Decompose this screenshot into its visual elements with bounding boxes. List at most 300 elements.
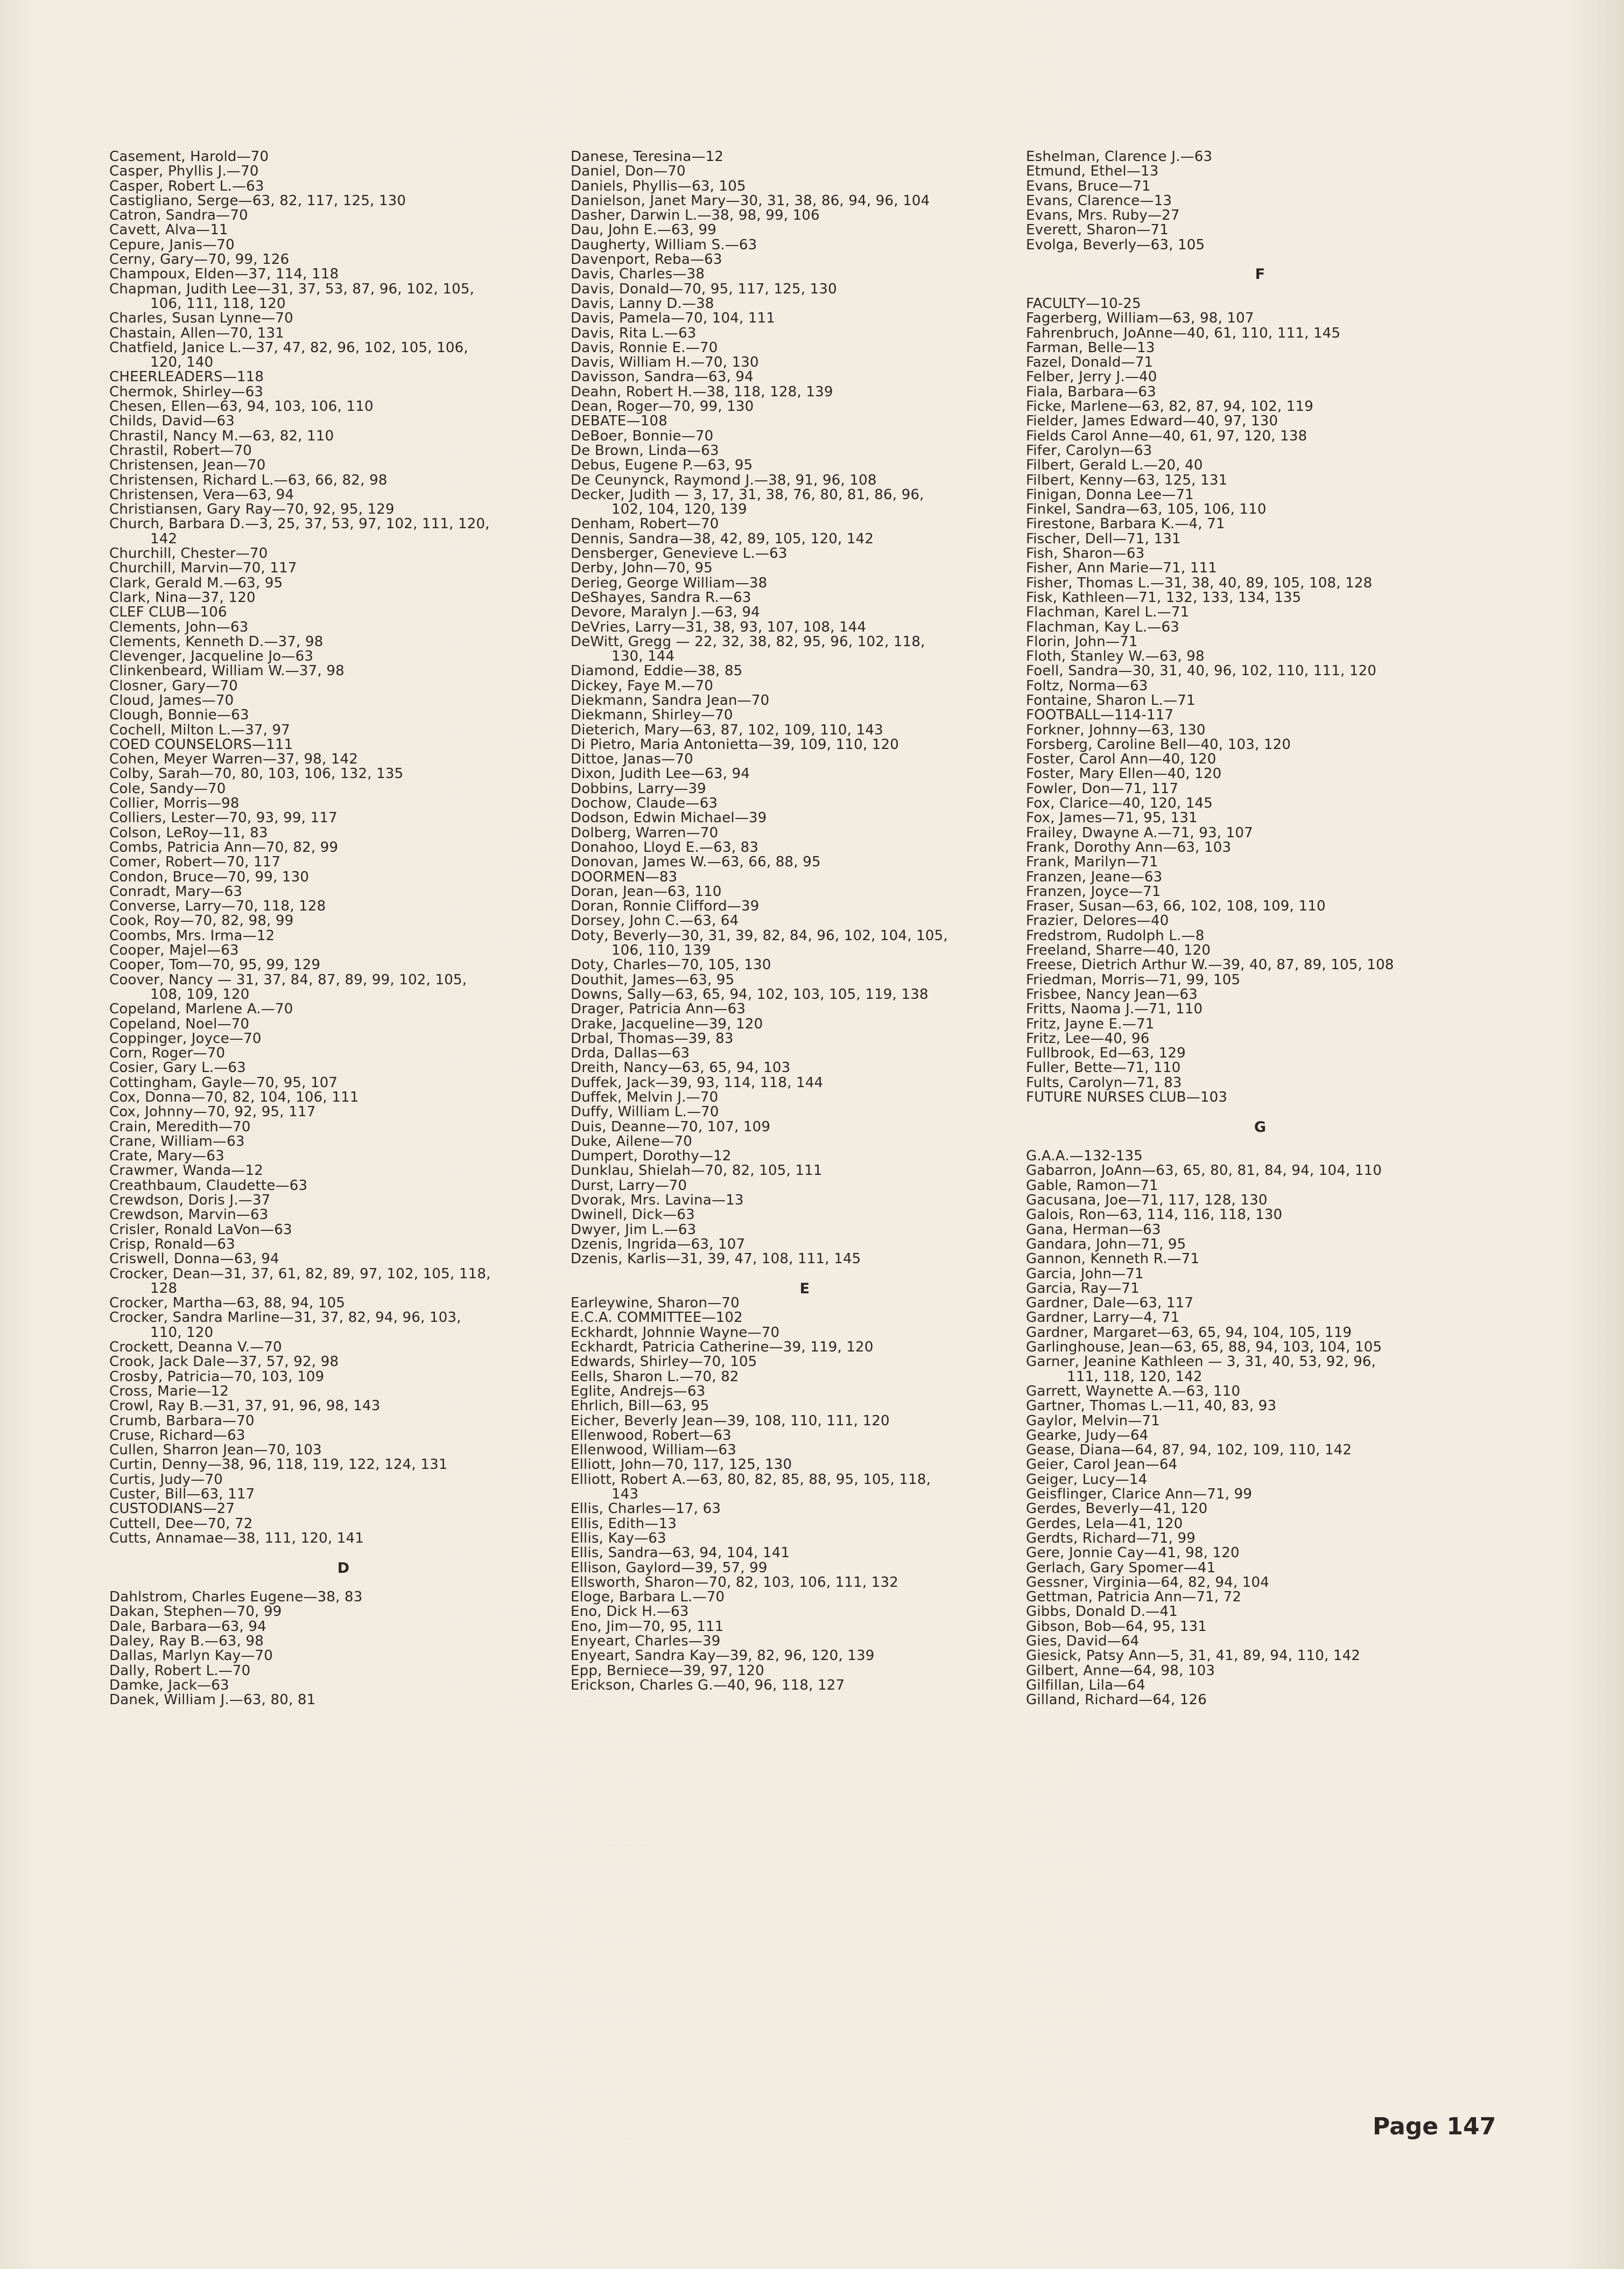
index-entry: Davis, Charles—38	[571, 266, 705, 283]
index-entry: Evans, Clarence—13	[1026, 192, 1172, 209]
index-entry: Duis, Deanne—70, 107, 109	[571, 1118, 771, 1135]
index-entry: Danese, Teresina—12	[571, 149, 724, 165]
index-entry-continuation: 128	[150, 1280, 178, 1297]
index-entry: Christensen, Richard L.—63, 66, 82, 98	[109, 472, 388, 488]
index-entry: Erickson, Charles G.—40, 96, 118, 127	[571, 1677, 845, 1693]
index-entry: Elliott, John—70, 117, 125, 130	[571, 1456, 792, 1473]
index-entry: Eno, Jim—70, 95, 111	[571, 1618, 724, 1635]
index-entry: Closner, Gary—70	[109, 677, 238, 694]
index-entry: Cole, Sandy—70	[109, 780, 226, 797]
index-entry: Dolberg, Warren—70	[571, 824, 719, 841]
index-entry: Davis, Rita L.—63	[571, 325, 697, 341]
section-letter: D	[337, 1559, 350, 1577]
index-entry: Dean, Roger—70, 99, 130	[571, 398, 754, 415]
index-entry: Drbal, Thomas—39, 83	[571, 1030, 734, 1047]
index-entry: Dodson, Edwin Michael—39	[571, 810, 767, 827]
index-entry: Geier, Carol Jean—64	[1026, 1456, 1178, 1473]
index-entry: Crocker, Martha—63, 88, 94, 105	[109, 1295, 346, 1312]
index-entry: Foltz, Norma—63	[1026, 677, 1148, 694]
index-entry: Flachman, Kay L.—63	[1026, 619, 1179, 635]
index-entry: Gannon, Kenneth R.—71	[1026, 1251, 1200, 1267]
index-entry: Davis, Pamela—70, 104, 111	[571, 310, 776, 327]
index-entry: Dumpert, Dorothy—12	[571, 1148, 732, 1165]
index-entry: Durst, Larry—70	[571, 1177, 687, 1194]
index-entry: Champoux, Elden—37, 114, 118	[109, 266, 339, 283]
index-entry: Debus, Eugene P.—63, 95	[571, 457, 753, 474]
index-entry: Chapman, Judith Lee—31, 37, 53, 87, 96, 102, 105,	[109, 281, 475, 297]
index-entry-continuation: 142	[150, 530, 178, 547]
index-entry: Gardner, Dale—63, 117	[1026, 1295, 1194, 1312]
index-entry: DOORMEN—83	[571, 869, 678, 885]
index-entry: Ficke, Marlene—63, 82, 87, 94, 102, 119	[1026, 398, 1314, 415]
index-entry: Giesick, Patsy Ann—5, 31, 41, 89, 94, 110, 142	[1026, 1648, 1361, 1664]
index-entry: Curtis, Judy—70	[109, 1471, 223, 1488]
index-entry: Gibson, Bob—64, 95, 131	[1026, 1618, 1207, 1635]
index-entry-continuation: 106, 111, 118, 120	[150, 295, 286, 312]
index-entry: DeBoer, Bonnie—70	[571, 428, 714, 444]
index-entry: Gable, Ramon—71	[1026, 1177, 1158, 1194]
index-entry: Finigan, Donna Lee—71	[1026, 486, 1194, 503]
section-letter: E	[799, 1280, 810, 1297]
index-entry: Dahlstrom, Charles Eugene—38, 83	[109, 1589, 363, 1606]
index-entry: Douthit, James—63, 95	[571, 971, 735, 988]
index-entry: Duffy, William L.—70	[571, 1104, 719, 1121]
index-entry: Cerny, Gary—70, 99, 126	[109, 251, 290, 268]
index-entry: Corn, Roger—70	[109, 1045, 226, 1062]
index-entry: Cruse, Richard—63	[109, 1427, 245, 1444]
index-entry: Gardner, Margaret—63, 65, 94, 104, 105, 119	[1026, 1324, 1352, 1341]
index-entry: DeVries, Larry—31, 38, 93, 107, 108, 144	[571, 619, 867, 635]
index-entry: Filbert, Gerald L.—20, 40	[1026, 457, 1203, 474]
index-entry: Geisflinger, Clarice Ann—71, 99	[1026, 1486, 1253, 1503]
index-entry: Filbert, Kenny—63, 125, 131	[1026, 472, 1228, 488]
index-column-2	[571, 150, 1039, 1693]
index-entry: Diamond, Eddie—38, 85	[571, 663, 743, 680]
index-entry: Epp, Berniece—39, 97, 120	[571, 1662, 764, 1679]
index-entry: Dakan, Stephen—70, 99	[109, 1603, 282, 1620]
index-entry: Floth, Stanley W.—63, 98	[1026, 648, 1205, 665]
index-entry: DeShayes, Sandra R.—63	[571, 589, 751, 606]
index-entry: Coppinger, Joyce—70	[109, 1030, 262, 1047]
index-entry: Frank, Dorothy Ann—63, 103	[1026, 839, 1232, 856]
index-entry: Flachman, Karel L.—71	[1026, 604, 1190, 621]
index-entry: Dau, John E.—63, 99	[571, 222, 716, 239]
index-entry: Galois, Ron—63, 114, 116, 118, 130	[1026, 1207, 1283, 1223]
index-entry: Diekmann, Shirley—70	[571, 707, 733, 724]
index-entry: Fritz, Lee—40, 96	[1026, 1030, 1150, 1047]
index-entry: Davisson, Sandra—63, 94	[571, 369, 754, 386]
index-entry: Davenport, Reba—63	[571, 251, 722, 268]
index-entry: Chrastil, Nancy M.—63, 82, 110	[109, 428, 334, 444]
index-entry: Fields Carol Anne—40, 61, 97, 120, 138	[1026, 428, 1307, 444]
index-entry: De Brown, Linda—63	[571, 442, 719, 459]
index-entry: Crook, Jack Dale—37, 57, 92, 98	[109, 1354, 339, 1370]
index-entry: Dwyer, Jim L.—63	[571, 1221, 697, 1238]
index-entry: Chesen, Ellen—63, 94, 103, 106, 110	[109, 398, 374, 415]
index-entry: Fisher, Thomas L.—31, 38, 40, 89, 105, 108, 128	[1026, 575, 1373, 591]
index-entry: Dzenis, Ingrida—63, 107	[571, 1236, 746, 1252]
index-entry: Gerdes, Beverly—41, 120	[1026, 1501, 1208, 1517]
index-entry: Fisher, Ann Marie—71, 111	[1026, 560, 1218, 577]
index-entry: Fazel, Donald—71	[1026, 354, 1154, 371]
index-entry: Forkner, Johnny—63, 130	[1026, 722, 1206, 738]
index-entry: Elliott, Robert A.—63, 80, 82, 85, 88, 95, 105, 118,	[571, 1471, 931, 1488]
index-entry: FOOTBALL—114-117	[1026, 707, 1174, 724]
index-entry: Duke, Ailene—70	[571, 1133, 692, 1150]
index-entry: Frailey, Dwayne A.—71, 93, 107	[1026, 824, 1253, 841]
index-entry: Cox, Johnny—70, 92, 95, 117	[109, 1104, 316, 1121]
index-entry: Clinkenbeard, William W.—37, 98	[109, 663, 345, 680]
index-entry: Doran, Jean—63, 110	[571, 883, 722, 900]
index-entry: Forsberg, Caroline Bell—40, 103, 120	[1026, 736, 1291, 753]
index-entry: Daniels, Phyllis—63, 105	[571, 178, 746, 194]
index-entry: Eckhardt, Patricia Catherine—39, 119, 120	[571, 1339, 874, 1356]
index-entry: Cavett, Alva—11	[109, 222, 228, 239]
index-entry: Ellis, Edith—13	[571, 1515, 677, 1532]
index-entry: Christensen, Vera—63, 94	[109, 486, 294, 503]
index-entry: Gardner, Larry—4, 71	[1026, 1309, 1180, 1326]
index-entry: Enyeart, Charles—39	[571, 1633, 721, 1649]
index-entry: Gettman, Patricia Ann—71, 72	[1026, 1589, 1242, 1606]
index-entry: Fuller, Bette—71, 110	[1026, 1060, 1181, 1076]
index-entry: Crawmer, Wanda—12	[109, 1162, 263, 1179]
index-entry: Dittoe, Janas—70	[571, 751, 693, 768]
index-entry: Densberger, Genevieve L.—63	[571, 545, 788, 562]
index-entry: Gana, Herman—63	[1026, 1221, 1161, 1238]
index-entry: Franzen, Jeane—63	[1026, 869, 1163, 885]
index-entry: Davis, Ronnie E.—70	[571, 339, 718, 356]
index-entry: Earleywine, Sharon—70	[571, 1295, 740, 1312]
index-entry: Gandara, John—71, 95	[1026, 1236, 1186, 1252]
index-entry: Churchill, Chester—70	[109, 545, 268, 562]
index-entry: Curtin, Denny—38, 96, 118, 119, 122, 124, 131	[109, 1456, 448, 1473]
index-entry: Evans, Bruce—71	[1026, 178, 1151, 194]
index-entry: Gaylor, Melvin—71	[1026, 1412, 1161, 1429]
index-entry: Gerlach, Gary Spomer—41	[1026, 1559, 1216, 1576]
index-entry: Fiala, Barbara—63	[1026, 383, 1156, 400]
index-entry: Charles, Susan Lynne—70	[109, 310, 293, 327]
index-entry: Davis, Lanny D.—38	[571, 295, 714, 312]
index-entry: Garrett, Waynette A.—63, 110	[1026, 1383, 1241, 1399]
index-entry: De Ceunynck, Raymond J.—38, 91, 96, 108	[571, 472, 877, 488]
index-entry: Gilbert, Anne—64, 98, 103	[1026, 1662, 1215, 1679]
index-entry: Freese, Dietrich Arthur W.—39, 40, 87, 89, 105, 108	[1026, 957, 1394, 974]
index-entry: Churchill, Marvin—70, 117	[109, 560, 297, 577]
index-entry: CHEERLEADERS—118	[109, 369, 264, 386]
index-entry: Fahrenbruch, JoAnne—40, 61, 110, 111, 145	[1026, 325, 1341, 341]
index-entry: Gacusana, Joe—71, 117, 128, 130	[1026, 1192, 1268, 1209]
index-entry: Daley, Ray B.—63, 98	[109, 1633, 264, 1649]
index-entry: FUTURE NURSES CLUB—103	[1026, 1089, 1228, 1105]
index-entry: Crocker, Dean—31, 37, 61, 82, 89, 97, 102, 105, 118,	[109, 1265, 491, 1282]
index-entry: Edwards, Shirley—70, 105	[571, 1354, 757, 1370]
index-entry: Finkel, Sandra—63, 105, 106, 110	[1026, 501, 1267, 518]
index-entry: Gessner, Virginia—64, 82, 94, 104	[1026, 1574, 1270, 1591]
index-entry: Crisp, Ronald—63	[109, 1236, 235, 1252]
index-entry: Dzenis, Karlis—31, 39, 47, 108, 111, 145	[571, 1251, 861, 1267]
index-entry: Dunklau, Shielah—70, 82, 105, 111	[571, 1162, 822, 1179]
index-entry: Clements, Kenneth D.—37, 98	[109, 633, 324, 650]
index-entry: Fraser, Susan—63, 66, 102, 108, 109, 110	[1026, 898, 1326, 915]
index-entry: Fredstrom, Rudolph L.—8	[1026, 927, 1205, 944]
index-entry: Foster, Mary Ellen—40, 120	[1026, 766, 1222, 782]
index-entry: Drake, Jacqueline—39, 120	[571, 1016, 763, 1032]
index-entry: Devore, Maralyn J.—63, 94	[571, 604, 760, 621]
index-entry: Cooper, Majel—63	[109, 942, 239, 959]
index-entry: Cuttell, Dee—70, 72	[109, 1515, 253, 1532]
index-entry: Felber, Jerry J.—40	[1026, 369, 1157, 386]
index-entry: Colson, LeRoy—11, 83	[109, 824, 268, 841]
index-entry: Dvorak, Mrs. Lavina—13	[571, 1192, 744, 1209]
index-entry-continuation: 111, 118, 120, 142	[1067, 1368, 1203, 1385]
index-entry: Cohen, Meyer Warren—37, 98, 142	[109, 751, 358, 768]
index-entry: Gere, Jonnie Cay—41, 98, 120	[1026, 1545, 1240, 1561]
index-entry: Dally, Robert L.—70	[109, 1662, 251, 1679]
index-entry: Condon, Bruce—70, 99, 130	[109, 869, 310, 885]
index-entry: Colliers, Lester—70, 93, 99, 117	[109, 810, 338, 827]
index-entry: Denham, Robert—70	[571, 516, 719, 533]
spacer	[1026, 253, 1494, 267]
index-entry: Custer, Bill—63, 117	[109, 1486, 255, 1503]
index-entry: Gartner, Thomas L.—11, 40, 83, 93	[1026, 1398, 1277, 1414]
index-entry-continuation: 143	[611, 1486, 639, 1503]
index-entry: Fagerberg, William—63, 98, 107	[1026, 310, 1254, 327]
index-entry: Davis, Donald—70, 95, 117, 125, 130	[571, 281, 837, 297]
index-entry: Dorsey, John C.—63, 64	[571, 913, 739, 929]
index-entry: Fritts, Naoma J.—71, 110	[1026, 1001, 1203, 1018]
index-entry: Ellison, Gaylord—39, 57, 99	[571, 1559, 768, 1576]
index-entry: Etmund, Ethel—13	[1026, 163, 1159, 180]
index-entry: Clark, Gerald M.—63, 95	[109, 575, 283, 591]
index-entry: Crane, William—63	[109, 1133, 245, 1150]
index-entry: Frank, Marilyn—71	[1026, 854, 1158, 871]
index-entry: Eckhardt, Johnnie Wayne—70	[571, 1324, 780, 1341]
index-entry: Fults, Carolyn—71, 83	[1026, 1074, 1182, 1091]
index-entry: Ellenwood, William—63	[571, 1442, 737, 1459]
index-entry: Daniel, Don—70	[571, 163, 686, 180]
index-entry: Doty, Charles—70, 105, 130	[571, 957, 771, 974]
index-entry: Ellsworth, Sharon—70, 82, 103, 106, 111, 132	[571, 1574, 899, 1591]
index-entry: Christiansen, Gary Ray—70, 92, 95, 129	[109, 501, 395, 518]
index-entry-continuation: 106, 110, 139	[611, 942, 711, 959]
index-entry: Colby, Sarah—70, 80, 103, 106, 132, 135	[109, 766, 404, 782]
index-entry: Eglite, Andrejs—63	[571, 1383, 706, 1399]
index-entry: Dasher, Darwin L.—38, 98, 99, 106	[571, 207, 820, 224]
index-entry: Dieterich, Mary—63, 87, 102, 109, 110, 143	[571, 722, 883, 738]
index-entry: Gerdts, Richard—71, 99	[1026, 1530, 1196, 1546]
index-entry: Derby, John—70, 95	[571, 560, 713, 577]
index-entry: Doty, Beverly—30, 31, 39, 82, 84, 96, 102, 104, 105,	[571, 927, 948, 944]
index-entry: Crocker, Sandra Marline—31, 37, 82, 94, 96, 103,	[109, 1309, 461, 1326]
spacer	[1026, 282, 1494, 297]
index-entry: Dale, Barbara—63, 94	[109, 1618, 266, 1635]
index-entry: Decker, Judith — 3, 17, 31, 38, 76, 80, 81, 86, 96,	[571, 486, 924, 503]
index-entry: Ellis, Charles—17, 63	[571, 1501, 721, 1517]
index-entry: Donahoo, Lloyd E.—63, 83	[571, 839, 759, 856]
index-entry: Florin, John—71	[1026, 633, 1138, 650]
index-entry: Catron, Sandra—70	[109, 207, 248, 224]
index-entry: Crain, Meredith—70	[109, 1118, 251, 1135]
index-entry: Eshelman, Clarence J.—63	[1026, 149, 1213, 165]
index-entry: Deahn, Robert H.—38, 118, 128, 139	[571, 383, 833, 400]
index-entry: Chrastil, Robert—70	[109, 442, 252, 459]
index-column-3	[1026, 150, 1494, 1707]
index-entry: Copeland, Noel—70	[109, 1016, 250, 1032]
index-entry: Casper, Robert L.—63	[109, 178, 264, 194]
index-entry: Ellenwood, Robert—63	[571, 1427, 732, 1444]
index-entry: Firestone, Barbara K.—4, 71	[1026, 516, 1225, 533]
index-entry: Crumb, Barbara—70	[109, 1412, 255, 1429]
index-entry: Casper, Phyllis J.—70	[109, 163, 259, 180]
index-entry: Farman, Belle—13	[1026, 339, 1155, 356]
index-entry: Downs, Sally—63, 65, 94, 102, 103, 105, 119, 138	[571, 986, 929, 1003]
index-entry: Dwinell, Dick—63	[571, 1207, 695, 1223]
index-entry: Coombs, Mrs. Irma—12	[109, 927, 275, 944]
index-entry: Crowl, Ray B.—31, 37, 91, 96, 98, 143	[109, 1398, 381, 1414]
index-entry: Clevenger, Jacqueline Jo—63	[109, 648, 314, 665]
index-entry: Eno, Dick H.—63	[571, 1603, 689, 1620]
index-entry: G.A.A.—132-135	[1026, 1148, 1143, 1165]
index-entry: Diekmann, Sandra Jean—70	[571, 692, 770, 709]
section-letter: G	[1254, 1118, 1267, 1136]
index-entry: Clements, John—63	[109, 619, 249, 635]
index-entry: Crisler, Ronald LaVon—63	[109, 1221, 292, 1238]
index-entry: Church, Barbara D.—3, 25, 37, 53, 97, 102, 111, 120,	[109, 516, 490, 533]
index-entry: Fox, James—71, 95, 131	[1026, 810, 1198, 827]
index-entry: Casement, Harold—70	[109, 149, 269, 165]
index-entry: Fullbrook, Ed—63, 129	[1026, 1045, 1186, 1062]
index-entry: Donovan, James W.—63, 66, 88, 95	[571, 854, 821, 871]
index-entry: Copeland, Marlene A.—70	[109, 1001, 293, 1018]
index-entry: Collier, Morris—98	[109, 795, 240, 812]
index-entry: Gies, David—64	[1026, 1633, 1140, 1649]
index-entry: Fish, Sharon—63	[1026, 545, 1145, 562]
index-entry: Cloud, James—70	[109, 692, 234, 709]
index-entry: Clough, Bonnie—63	[109, 707, 249, 724]
index-entry: Eicher, Beverly Jean—39, 108, 110, 111, 120	[571, 1412, 890, 1429]
index-entry: Fontaine, Sharon L.—71	[1026, 692, 1196, 709]
index-entry: Fisk, Kathleen—71, 132, 133, 134, 135	[1026, 589, 1302, 606]
index-entry: Gilland, Richard—64, 126	[1026, 1692, 1207, 1708]
index-entry: Cochell, Milton L.—37, 97	[109, 722, 290, 738]
index-entry: Foell, Sandra—30, 31, 40, 96, 102, 110, 111, 120	[1026, 663, 1377, 680]
index-entry: CUSTODIANS—27	[109, 1501, 235, 1517]
index-entry: Dreith, Nancy—63, 65, 94, 103	[571, 1060, 791, 1076]
index-entry: Cook, Roy—70, 82, 98, 99	[109, 913, 294, 929]
index-entry: Fritz, Jayne E.—71	[1026, 1016, 1155, 1032]
index-entry: Freeland, Sharre—40, 120	[1026, 942, 1211, 959]
index-entry: Christensen, Jean—70	[109, 457, 266, 474]
index-entry: Childs, David—63	[109, 413, 235, 430]
index-entry: Dixon, Judith Lee—63, 94	[571, 766, 750, 782]
index-entry-continuation: 102, 104, 120, 139	[611, 501, 747, 518]
index-entry: Garcia, Ray—71	[1026, 1280, 1140, 1297]
index-entry: Dickey, Faye M.—70	[571, 677, 714, 694]
index-entry: Fox, Clarice—40, 120, 145	[1026, 795, 1213, 812]
index-entry: Davis, William H.—70, 130	[571, 354, 759, 371]
index-entry-continuation: 108, 109, 120	[150, 986, 250, 1003]
index-entry: Castigliano, Serge—63, 82, 117, 125, 130	[109, 192, 406, 209]
index-entry: Comer, Robert—70, 117	[109, 854, 281, 871]
index-entry: Doran, Ronnie Clifford—39	[571, 898, 760, 915]
index-entry: Damke, Jack—63	[109, 1677, 229, 1693]
index-entry: Crate, Mary—63	[109, 1148, 224, 1165]
section-letter: F	[1255, 266, 1266, 283]
index-entry: Ellis, Sandra—63, 94, 104, 141	[571, 1545, 790, 1561]
index-entry: Cross, Marie—12	[109, 1383, 229, 1399]
index-entry: Coover, Nancy — 31, 37, 84, 87, 89, 99, 102, 105,	[109, 971, 467, 988]
index-entry: Eloge, Barbara L.—70	[571, 1589, 725, 1606]
index-entry: Duffek, Melvin J.—70	[571, 1089, 719, 1105]
index-entry: Gearke, Judy—64	[1026, 1427, 1149, 1444]
index-entry: Geiger, Lucy—14	[1026, 1471, 1148, 1488]
index-entry: Daugherty, William S.—63	[571, 236, 757, 253]
index-entry: Di Pietro, Maria Antonietta—39, 109, 110, 120	[571, 736, 899, 753]
index-entry: Fischer, Dell—71, 131	[1026, 530, 1181, 547]
index-entry: Cooper, Tom—70, 95, 99, 129	[109, 957, 321, 974]
index-entry: Dallas, Marlyn Kay—70	[109, 1648, 273, 1664]
index-entry: Conradt, Mary—63	[109, 883, 243, 900]
index-entry: Cutts, Annamae—38, 111, 120, 141	[109, 1530, 364, 1546]
index-entry: Fielder, James Edward—40, 97, 130	[1026, 413, 1278, 430]
index-entry: Drager, Patricia Ann—63	[571, 1001, 746, 1018]
spacer	[571, 1267, 1039, 1281]
index-entry: FACULTY—10-25	[1026, 295, 1141, 312]
page-number: Page 147	[1373, 2113, 1496, 2140]
spacer	[1026, 1134, 1494, 1149]
index-entry: Foster, Carol Ann—40, 120	[1026, 751, 1217, 768]
index-entry-continuation: 110, 120	[150, 1324, 214, 1341]
index-entry: Cepure, Janis—70	[109, 236, 235, 253]
index-entry: Clark, Nina—37, 120	[109, 589, 256, 606]
index-entry: Ellis, Kay—63	[571, 1530, 666, 1546]
index-entry: Gilfillan, Lila—64	[1026, 1677, 1145, 1693]
index-entry-continuation: 130, 144	[611, 648, 675, 665]
index-entry: Everett, Sharon—71	[1026, 222, 1169, 239]
index-entry: Converse, Larry—70, 118, 128	[109, 898, 326, 915]
index-entry: Chermok, Shirley—63	[109, 383, 264, 400]
index-entry: Drda, Dallas—63	[571, 1045, 690, 1062]
index-entry: Friedman, Morris—71, 99, 105	[1026, 971, 1241, 988]
index-entry: Derieg, George William—38	[571, 575, 768, 591]
index-entry: Duffek, Jack—39, 93, 114, 118, 144	[571, 1074, 824, 1091]
index-entry: Dennis, Sandra—38, 42, 89, 105, 120, 142	[571, 530, 874, 547]
index-entry: Fifer, Carolyn—63	[1026, 442, 1152, 459]
index-entry: Crockett, Deanna V.—70	[109, 1339, 282, 1356]
index-entry: Chastain, Allen—70, 131	[109, 325, 285, 341]
index-entry: Gabarron, JoAnn—63, 65, 80, 81, 84, 94, 104, 110	[1026, 1162, 1382, 1179]
index-entry: Cox, Donna—70, 82, 104, 106, 111	[109, 1089, 359, 1105]
index-entry: Ehrlich, Bill—63, 95	[571, 1398, 709, 1414]
spacer	[109, 1575, 578, 1590]
index-entry: Dochow, Claude—63	[571, 795, 718, 812]
index-entry: Crewdson, Marvin—63	[109, 1207, 269, 1223]
index-entry: Gibbs, Donald D.—41	[1026, 1603, 1178, 1620]
index-entry: Creathbaum, Claudette—63	[109, 1177, 308, 1194]
index-entry: Evolga, Beverly—63, 105	[1026, 236, 1205, 253]
index-entry-continuation: 120, 140	[150, 354, 214, 371]
index-entry: DEBATE—108	[571, 413, 667, 430]
index-entry: Danielson, Janet Mary—30, 31, 38, 86, 94, 96, 104	[571, 192, 930, 209]
index-column-1	[109, 150, 578, 1707]
index-entry: Enyeart, Sandra Kay—39, 82, 96, 120, 139	[571, 1648, 875, 1664]
spacer	[1026, 1105, 1494, 1119]
spacer	[109, 1546, 578, 1560]
index-entry: Cullen, Sharron Jean—70, 103	[109, 1442, 322, 1459]
index-entry: Gease, Diana—64, 87, 94, 102, 109, 110, 142	[1026, 1442, 1352, 1459]
index-entry: Frazier, Delores—40	[1026, 913, 1169, 929]
index-entry: Garner, Jeanine Kathleen — 3, 31, 40, 53, 92, 96,	[1026, 1354, 1376, 1370]
